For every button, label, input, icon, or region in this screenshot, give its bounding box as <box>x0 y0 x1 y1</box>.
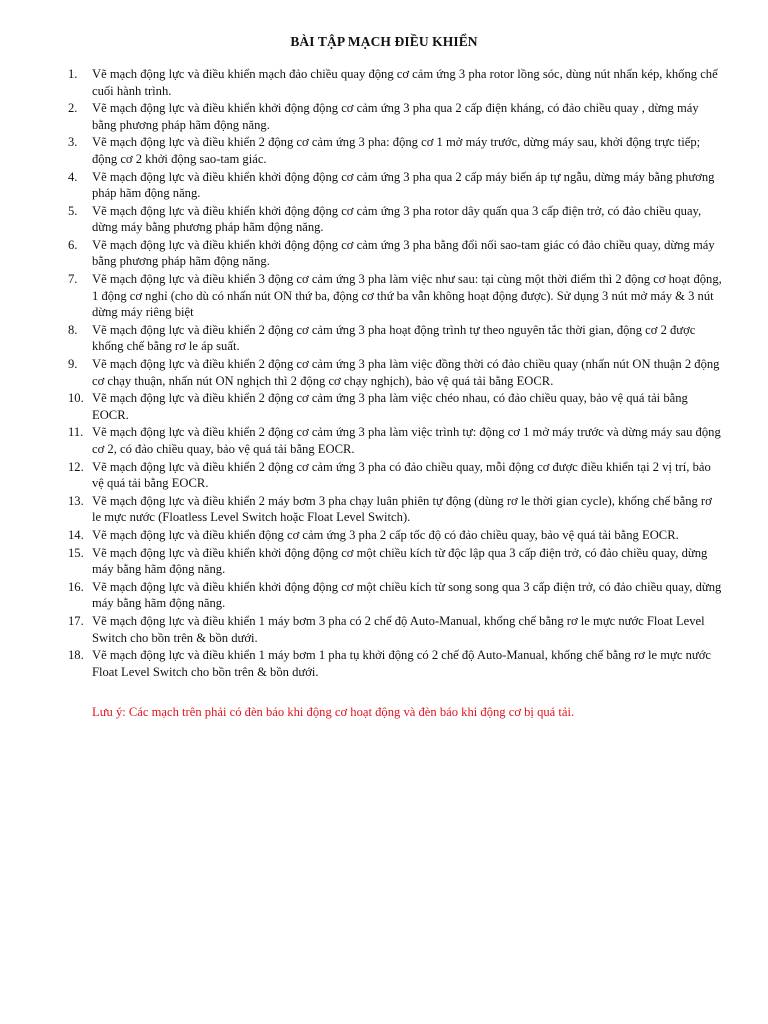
item-number: 11. <box>68 425 84 440</box>
exercise-item <box>68 579 724 612</box>
item-number: 9. <box>68 357 78 371</box>
item-text: Vẽ mạch động lực và điều khiển khởi động động cơ cảm ứng 3 pha bằng đổi nối sao-tam giác có đảo chiều quay, dừng máy bằng phương pháp hãm động năng. <box>92 237 715 269</box>
item-number: 4. <box>68 169 78 184</box>
item-number: 8. <box>68 322 78 337</box>
exercise-item <box>68 100 724 133</box>
item-text: Vẽ mạch động lực và điều khiển 2 động cơ cảm ứng 3 pha hoạt động trình tự theo nguyên tắc thời gian, động cơ 2 được khống chế bằng rơ le áp suất. <box>92 322 696 354</box>
exercise-item <box>68 134 724 167</box>
item-number: 5. <box>68 203 78 218</box>
exercise-item <box>68 545 724 578</box>
item-text: Vẽ mạch động lực và điều khiển khởi động động cơ cảm ứng 3 pha qua 2 cấp máy biến áp tự ngẫu, dừng máy bằng phương pháp hãm động năng. <box>92 169 715 201</box>
item-text: Vẽ mạch động lực và điều khiển khởi động động cơ một chiều kích từ độc lập qua 3 cấp điện trở, có đảo chiều quay, dừng máy bằng hãm động năng. <box>92 545 708 577</box>
document-title: BÀI TẬP MẠCH ĐIỀU KHIỂN <box>290 34 478 49</box>
item-text: Vẽ mạch động lực và điều khiển 2 động cơ cảm ứng 3 pha: động cơ 1 mở máy trước, dừng máy sau, khởi động trực tiếp; động cơ 2 khởi động sao-tam giác. <box>92 135 701 166</box>
item-text: Vẽ mạch động lực và điều khiển 2 máy bơm 3 pha chạy luân phiên tự động (dùng rơ le thời gian cycle), khống chế bằng rơ le mực nước (Floatless Level Switch hoặc Float Level Switch). <box>92 493 712 525</box>
item-text: Vẽ mạch động lực và điều khiển 1 máy bơm 1 pha tụ khởi động có 2 chế độ Auto-Manual, khống chế bằng rơ le mực nước Float Level Switch cho bồn trên & bồn dưới. <box>92 648 711 679</box>
exercise-item <box>68 459 724 492</box>
exercise-item <box>68 527 724 544</box>
item-text: Vẽ mạch động lực và điều khiển 2 động cơ cảm ứng 3 pha làm việc chéo nhau, có đảo chiều quay, bảo vệ quá tải bằng EOCR. <box>92 391 688 422</box>
item-number: 15. <box>68 545 84 560</box>
item-number: 1. <box>68 67 78 81</box>
item-number: 18. <box>68 648 84 663</box>
exercise-item <box>68 271 724 321</box>
item-number: 12. <box>68 459 84 474</box>
item-number: 6. <box>68 237 78 252</box>
item-number: 10. <box>68 391 84 406</box>
exercise-item <box>68 613 724 646</box>
exercise-item <box>68 647 724 680</box>
item-text: Vẽ mạch động lực và điều khiển động cơ cảm ứng 3 pha 2 cấp tốc độ có đảo chiều quay, bảo vệ quá tải bằng EOCR. <box>92 527 679 542</box>
exercise-item <box>68 237 724 270</box>
exercise-item <box>68 203 724 236</box>
item-number: 7. <box>68 272 78 287</box>
item-text: Vẽ mạch động lực và điều khiển 3 động cơ cảm ứng 3 pha làm việc như sau: tại cùng một thời điểm thì 2 động cơ hoạt động, 1 động cơ nghỉ (cho dù có nhấn nút ON thứ ba, động cơ thứ ba vẫn không hoạt động được). Sử dụng 3 nút mở máy & 3 nút dừng máy riêng biệt <box>92 272 722 320</box>
item-number: 3. <box>68 135 78 150</box>
exercise-item <box>68 66 724 99</box>
item-text: Vẽ mạch động lực và điều khiển 2 động cơ cảm ứng 3 pha có đảo chiều quay, mỗi động cơ được điều khiển tại 2 vị trí, bảo vệ quá tải bằng EOCR. <box>92 459 711 491</box>
exercise-item <box>68 390 724 423</box>
item-number: 2. <box>68 101 78 116</box>
item-number: 17. <box>68 614 84 628</box>
item-number: 14. <box>68 527 84 542</box>
item-text: Vẽ mạch động lực và điều khiển khởi động động cơ cảm ứng 3 pha qua 2 cấp điện kháng, có đảo chiều quay , dừng máy bằng phương pháp hãm động năng. <box>92 101 699 132</box>
exercise-list <box>68 66 724 681</box>
note-text: Lưu ý: Các mạch trên phải có đèn báo khi động cơ hoạt động và đèn báo khi động cơ bị quá tải. <box>92 705 575 719</box>
item-text: Vẽ mạch động lực và điều khiển 2 động cơ cảm ứng 3 pha làm việc đồng thời có đảo chiều quay (nhấn nút ON thuận 2 động cơ chạy thuận, nhấn nút ON nghịch thì 2 động cơ chạy nghịch), bảo vệ quá tải bằng EOCR. <box>92 357 720 388</box>
item-text: Vẽ mạch động lực và điều khiển 2 động cơ cảm ứng 3 pha làm việc trình tự: động cơ 1 mở máy trước và dừng máy sau động cơ 2, có đảo chiều quay, bảo vệ quá tải bằng EOCR. <box>92 425 721 456</box>
exercise-item <box>68 169 724 202</box>
item-text: Vẽ mạch động lực và điều khiển khởi động động cơ một chiều kích từ song song qua 3 cấp điện trở, có đảo chiều quay, dừng máy bằng hãm động năng. <box>92 579 722 611</box>
item-text: Vẽ mạch động lực và điều khiển mạch đảo chiều quay động cơ cảm ứng 3 pha rotor lồng sóc, dùng nút nhấn kép, khống chế cuối hành trình. <box>92 67 718 98</box>
item-text: Vẽ mạch động lực và điều khiển khởi động động cơ cảm ứng 3 pha rotor dây quấn qua 3 cấp điện trở, có đảo chiều quay, dừng máy bằng phương pháp hãm động năng. <box>92 203 702 235</box>
item-text: Vẽ mạch động lực và điều khiển 1 máy bơm 3 pha có 2 chế độ Auto-Manual, khống chế bằng rơ le mực nước Float Level Switch cho bồn trên & bồn dưới. <box>92 614 705 645</box>
exercise-item <box>68 424 724 457</box>
exercise-item <box>68 356 724 389</box>
exercise-item <box>68 493 724 526</box>
item-number: 16. <box>68 579 84 594</box>
item-number: 13. <box>68 493 84 508</box>
exercise-item <box>68 322 724 355</box>
